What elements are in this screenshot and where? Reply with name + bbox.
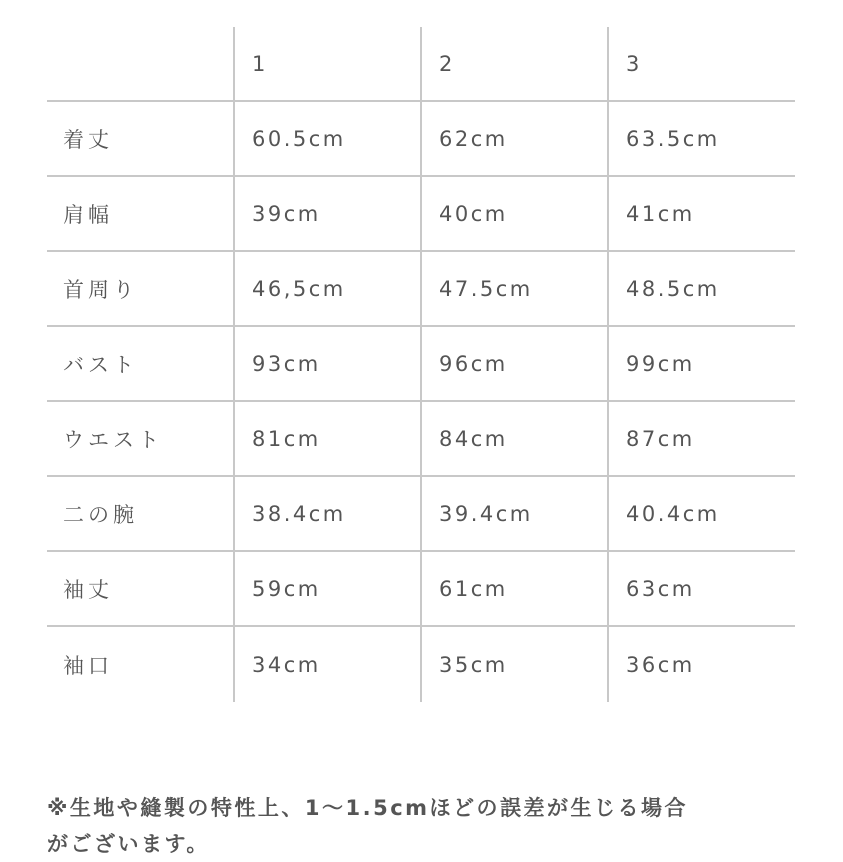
table-row: [47, 177, 795, 252]
table-cell: 36cm: [607, 627, 794, 702]
row-label: ウエスト: [63, 427, 163, 452]
row-label: 二の腕: [63, 502, 138, 527]
tolerance-note-line-1: ※生地や縫製の特性上、1〜1.5cmほどの誤差が生じる場合: [47, 796, 689, 820]
table-cell: 39cm: [233, 177, 420, 250]
row-label: 首周り: [63, 277, 138, 302]
table-row: [47, 327, 795, 402]
table-cell: 62cm: [420, 102, 607, 175]
table-row: [47, 627, 795, 702]
row-label: バスト: [63, 352, 138, 377]
row-label: 着丈: [63, 127, 113, 152]
tolerance-note-line-2: がございます。: [47, 832, 210, 856]
table-cell: 46,5cm: [233, 252, 420, 325]
table-row: [47, 102, 795, 177]
table-cell: 40cm: [420, 177, 607, 250]
table-cell: 38.4cm: [233, 477, 420, 550]
header-size-3: 3: [607, 27, 794, 100]
table-cell: 41cm: [607, 177, 794, 250]
header-size-1: 1: [233, 27, 420, 100]
row-label: 肩幅: [63, 202, 113, 227]
header-corner-cell: [47, 27, 233, 100]
table-row: [47, 477, 795, 552]
table-cell: 48.5cm: [607, 252, 794, 325]
table-cell: 40.4cm: [607, 477, 794, 550]
table-cell: 84cm: [420, 402, 607, 475]
table-cell: 99cm: [607, 327, 794, 400]
table-cell: 87cm: [607, 402, 794, 475]
table-cell: 34cm: [233, 627, 420, 702]
table-row: [47, 402, 795, 477]
table-header-row: [47, 27, 795, 102]
table-cell: 59cm: [233, 552, 420, 625]
table-cell: 47.5cm: [420, 252, 607, 325]
table-cell: 93cm: [233, 327, 420, 400]
table-cell: 35cm: [420, 627, 607, 702]
tolerance-note: [47, 790, 807, 862]
table-cell: 81cm: [233, 402, 420, 475]
table-cell: 96cm: [420, 327, 607, 400]
table-cell: 63.5cm: [607, 102, 794, 175]
table-cell: 39.4cm: [420, 477, 607, 550]
row-label: 袖口: [63, 653, 113, 678]
row-label: 袖丈: [63, 577, 113, 602]
header-size-2: 2: [420, 27, 607, 100]
size-table: [47, 27, 795, 702]
table-row: [47, 552, 795, 627]
table-cell: 63cm: [607, 552, 794, 625]
table-cell: 60.5cm: [233, 102, 420, 175]
table-row: [47, 252, 795, 327]
table-cell: 61cm: [420, 552, 607, 625]
